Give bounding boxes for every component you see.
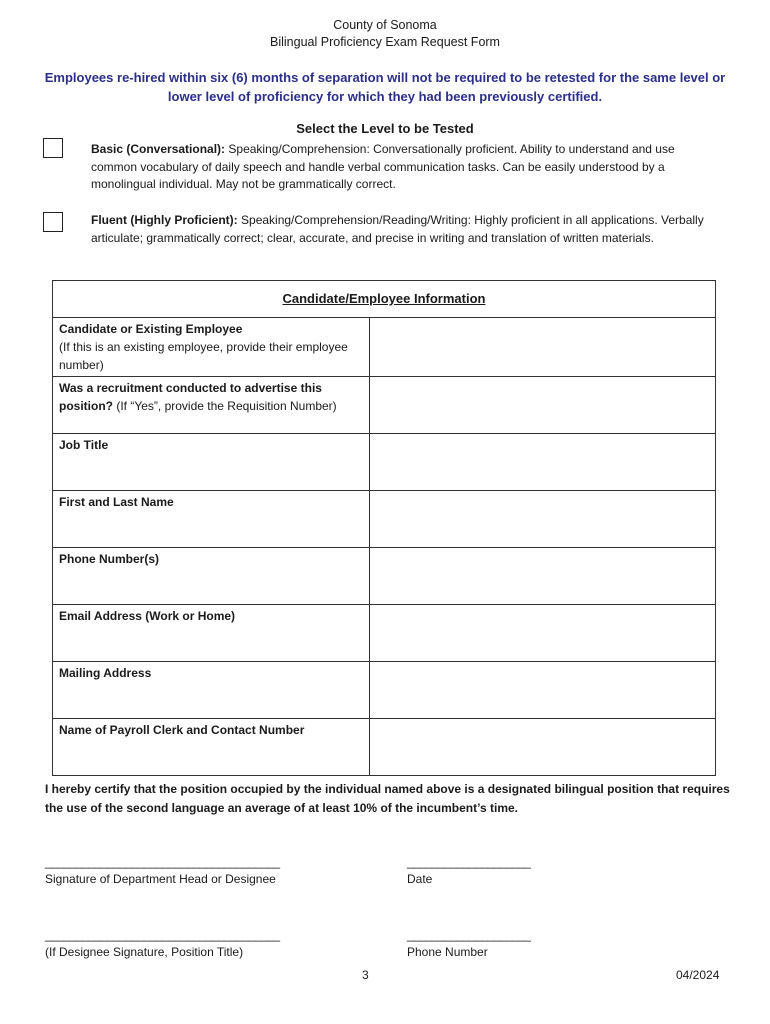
payroll-clerk-input[interactable] (370, 719, 716, 776)
recruitment-label-cell (53, 377, 370, 434)
requisition-number-input[interactable] (370, 377, 716, 434)
designee-title-label: (If Designee Signature, Position Title) (45, 945, 244, 959)
form-title: Bilingual Proficiency Exam Request Form (270, 35, 500, 49)
dept-head-signature-line[interactable]: ______________________________________ (45, 855, 280, 869)
recruitment-note: (If “Yes”, provide the Requisition Number) (116, 399, 337, 413)
candidate-label: Candidate or Existing Employee (59, 322, 243, 336)
candidate-info-heading: Candidate/Employee Information (53, 281, 716, 318)
recruitment-label: Was a recruitment conducted to advertise this position? (59, 381, 322, 413)
candidate-note: (If this is an existing employee, provide their employee number) (59, 340, 348, 372)
rehire-notice: Employees re-hired within six (6) months of separation will not be required to be retested for the same level or lower level of proficiency for which they had been previously certified. (44, 70, 726, 104)
name-label: First and Last Name (53, 491, 370, 548)
job-title-label: Job Title (53, 434, 370, 491)
phone-numbers-label: Phone Number(s) (53, 548, 370, 605)
basic-level-description (91, 141, 711, 194)
select-level-title: Select the Level to be Tested (296, 121, 474, 136)
date-label: Date (407, 872, 433, 886)
email-label: Email Address (Work or Home) (53, 605, 370, 662)
candidate-input[interactable] (370, 318, 716, 377)
name-input[interactable] (370, 491, 716, 548)
phone-number-label: Phone Number (407, 945, 488, 959)
mailing-address-label: Mailing Address (53, 662, 370, 719)
candidate-label-cell (53, 318, 370, 377)
fluent-level-description (91, 212, 711, 247)
mailing-address-input[interactable] (370, 662, 716, 719)
fluent-level-text: Speaking/Comprehension/Reading/Writing: Highly proficient in all applications. Verbally articulate; grammatically correct; clear, accurate, and precise in writing and translation of written materials. (91, 213, 704, 245)
candidate-info-table (52, 280, 716, 776)
fluent-level-checkbox[interactable] (43, 212, 63, 232)
basic-level-text: Speaking/Comprehension: Conversationally proficient. Ability to understand and use common vocabulary of daily speech and handle verbal communication tasks. Can be easily understood by a monolingual individual. May not be grammatically correct. (91, 142, 675, 191)
designee-title-line[interactable]: ______________________________________ (45, 928, 280, 942)
date-signature-line[interactable]: ____________________ (407, 855, 531, 869)
county-name: County of Sonoma (333, 18, 437, 32)
email-input[interactable] (370, 605, 716, 662)
certification-statement: I hereby certify that the position occupied by the individual named above is a designated bilingual position that requires the use of the second language an average of at least 10% of the incumbent’s time. (45, 782, 730, 815)
basic-level-checkbox[interactable] (43, 138, 63, 158)
phone-numbers-input[interactable] (370, 548, 716, 605)
dept-head-signature-label: Signature of Department Head or Designee (45, 872, 276, 886)
basic-level-name: Basic (Conversational): (91, 142, 226, 156)
job-title-input[interactable] (370, 434, 716, 491)
payroll-clerk-label: Name of Payroll Clerk and Contact Number (53, 719, 370, 776)
revision-date: 04/2024 (676, 968, 720, 982)
fluent-level-name: Fluent (Highly Proficient): (91, 213, 238, 227)
phone-number-line[interactable]: ____________________ (407, 928, 531, 942)
page-number: 3 (362, 968, 369, 982)
